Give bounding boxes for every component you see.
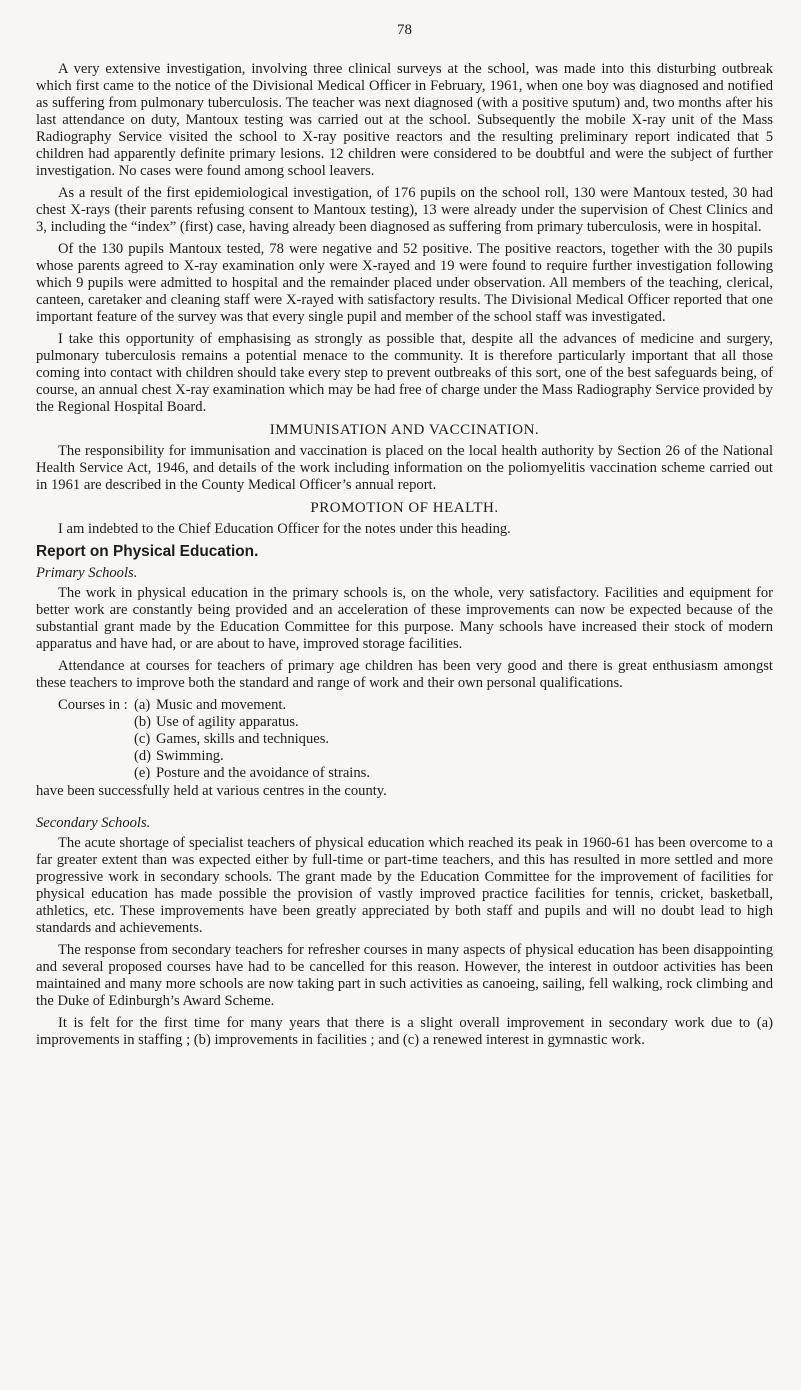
course-text: Posture and the avoidance of strains. [156, 765, 370, 781]
courses-list [58, 697, 773, 782]
list-item [58, 731, 773, 748]
primary-schools-heading: Primary Schools. [36, 565, 138, 581]
intro-paragraph-2: As a result of the first epidemiological investigation, of 176 pupils on the school roll, 130 were Mantoux tested, 30 had chest X-rays (their parents refusing consent to Mantoux testing), 13 were already under the supervision of Chest Clinics and 3, including the “index” (first) case, having already been diagnosed as suffering from primary tuberculosis, were in hospital. [36, 185, 773, 235]
secondary-paragraph-1: The acute shortage of specialist teachers of physical education which reached its peak in 1960-61 has been overcome to a far greater extent than was expected either by full-time or part-time teachers, and this has resulted in more settled and more progressive work in secondary schools. The grant made by the Education Committee for the improvement of facilities for physical education has made possible the provision of vastly improved practice facilities for tennis, cricket, basketball, athletics, etc. These improvements have been greatly appreciated by both staff and pupils and will no doubt lead to high standards and achievements. [36, 835, 773, 936]
secondary-paragraph-2: The response from secondary teachers for refresher courses in many aspects of physical education has been disappointing and several proposed courses have had to be cancelled for this reason. However, the interest in outdoor activities has been maintained and many more schools are now taking part in such activities as canoeing, sailing, fell walking, rock climbing and the Duke of Edinburgh’s Award Scheme. [36, 942, 773, 1009]
list-item [58, 765, 773, 782]
list-item [58, 714, 773, 731]
courses-lead: Courses in : [58, 697, 128, 713]
intro-paragraph-1: A very extensive investigation, involving three clinical surveys at the school, was made into this disturbing outbreak which first came to the notice of the Divisional Medical Officer in February, 1961, when one boy was diagnosed and notified as suffering from pulmonary tuberculosis. The teacher was next diagnosed (with a positive sputum) and, two months after his last attendance on duty, Mantoux testing was carried out at the school. Subsequently the mobile X-ray unit of the Mass Radiography Service visited the school to X-ray positive reactors and the resulting preliminary report indicated that 5 children had apparently definite primary lesions. 12 children were considered to be doubtful and were the subject of further investigation. No cases were found among school leavers. [36, 61, 773, 179]
promotion-paragraph: I am indebted to the Chief Education Officer for the notes under this heading. [58, 521, 511, 537]
list-item [58, 697, 773, 714]
course-text: Use of agility apparatus. [156, 714, 299, 730]
course-text: Swimming. [156, 748, 224, 764]
course-label: (c) [134, 731, 151, 747]
secondary-schools-heading: Secondary Schools. [36, 815, 151, 831]
course-text: Games, skills and techniques. [156, 731, 330, 747]
course-label: (a) [134, 697, 151, 713]
course-label: (b) [134, 714, 152, 730]
promotion-heading: PROMOTION OF HEALTH. [310, 500, 499, 516]
document-page [36, 22, 773, 1054]
course-label: (d) [134, 748, 152, 764]
secondary-paragraph-3: It is felt for the first time for many years that there is a slight overall improvement in secondary work due to (a) improvements in staffing ; (b) improvements in facilities ; and (c) a renewed interest in gymnastic work. [36, 1015, 773, 1048]
immunisation-heading: IMMUNISATION AND VACCINATION. [269, 422, 540, 438]
course-label: (e) [134, 765, 151, 781]
intro-paragraph-4: I take this opportunity of emphasising as strongly as possible that, despite all the advances of medicine and surgery, pulmonary tuberculosis remains a potential menace to the community. It is therefore particularly important that all those coming into contact with children should take every step to prevent outbreaks of this sort, one of the best safeguards being, of course, an annual chest X-ray examination which may be had free of charge under the Mass Radiography Service provided by the Regional Hospital Board. [36, 331, 773, 415]
primary-paragraph-1: The work in physical education in the primary schools is, on the whole, very satisfactory. Facilities and equipment for better work are constantly being provided and an acceleration of these improvements can now be expected because of the substantial grant made by the Education Committee for this purpose. Many schools have increased their stock of modern apparatus and have had, or are about to have, improved storage facilities. [36, 585, 773, 652]
report-heading: Report on Physical Education. [36, 543, 259, 560]
page-number: 78 [397, 22, 412, 38]
immunisation-paragraph: The responsibility for immunisation and vaccination is placed on the local health authority by Section 26 of the National Health Service Act, 1946, and details of the work including information on the poliomyelitis vaccination scheme carried out in 1961 are described in the County Medical Officer’s annual report. [36, 443, 773, 493]
intro-paragraph-3: Of the 130 pupils Mantoux tested, 78 were negative and 52 positive. The positive reactors, together with the 30 pupils whose parents agreed to X-ray examination only were X-rayed and 19 were found to require further investigation following which 9 pupils were admitted to hospital and the remainder placed under observation. All members of the teaching, clerical, canteen, caretaker and cleaning staff were X-rayed with satisfactory results. The Divisional Medical Officer reported that one important feature of the survey was that every single pupil and member of the school staff was investigated. [36, 241, 773, 325]
list-item [58, 748, 773, 765]
course-text: Music and movement. [156, 697, 287, 713]
courses-conclusion: have been successfully held at various centres in the county. [36, 783, 387, 799]
primary-paragraph-2: Attendance at courses for teachers of primary age children has been very good and there is great enthusiasm amongst these teachers to improve both the standard and range of work and their own personal qualifications. [36, 658, 773, 691]
